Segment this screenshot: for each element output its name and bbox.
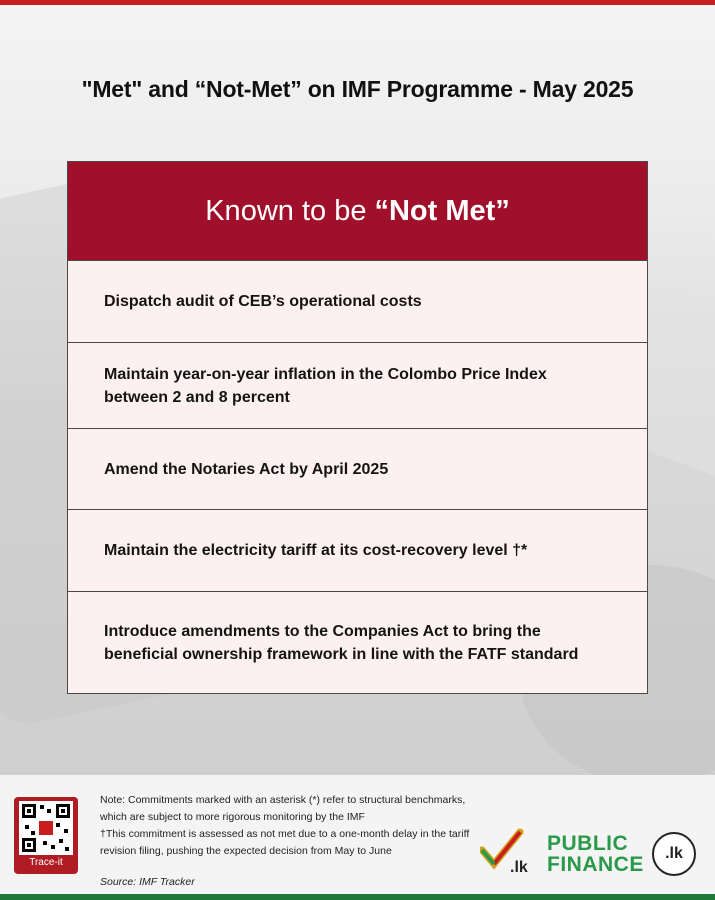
- bottom-accent-bar: [0, 894, 715, 900]
- verite-logo-text: .lk: [510, 859, 528, 876]
- verite-checkmark-logo: [480, 828, 536, 876]
- commitment-row: [68, 261, 647, 343]
- commitment-row: [68, 510, 647, 592]
- page-title: "Met" and “Not-Met” on IMF Programme - May 2025: [81, 76, 634, 102]
- commitment-row: [68, 592, 647, 694]
- card-header: [68, 162, 647, 261]
- lk-badge: .lk: [652, 832, 696, 876]
- card-header-emphasis: “Not Met”: [374, 194, 510, 227]
- card-header-prefix: Known to be: [205, 194, 367, 227]
- source-credit: Source: IMF Tracker: [100, 876, 195, 888]
- trace-it-qr-badge[interactable]: [14, 797, 78, 874]
- public-finance-logo-line: PUBLIC: [547, 832, 629, 855]
- public-finance-logo: [547, 833, 644, 875]
- commitment-text: Dispatch audit of CEB’s operational costs: [104, 293, 422, 310]
- commitment-row: [68, 429, 647, 510]
- commitment-text: Introduce amendments to the Companies Act to bring the beneficial ownership framework in line with the FATF standard: [104, 623, 579, 663]
- footnote: [100, 792, 470, 860]
- commitment-text: Maintain the electricity tariff at its cost-recovery level †*: [104, 542, 528, 559]
- commitment-text: Maintain year-on-year inflation in the Colombo Price Index between 2 and 8 percent: [104, 365, 547, 406]
- footnote-line: Note: Commitments marked with an asterisk (*) refer to structural benchmarks, which are subject to more rigorous monitoring by the IMF: [100, 794, 466, 823]
- commitment-text: Amend the Notaries Act by April 2025: [104, 460, 389, 478]
- qr-code-icon: [19, 801, 73, 855]
- footnote-line: †This commitment is assessed as not met due to a one-month delay in the tariff revision filing, pushing the expected decision from May to June: [100, 828, 470, 857]
- not-met-card: [67, 161, 648, 694]
- public-finance-logo-line: FINANCE: [547, 853, 644, 876]
- qr-label: Trace-it: [29, 857, 63, 868]
- commitment-row: [68, 343, 647, 429]
